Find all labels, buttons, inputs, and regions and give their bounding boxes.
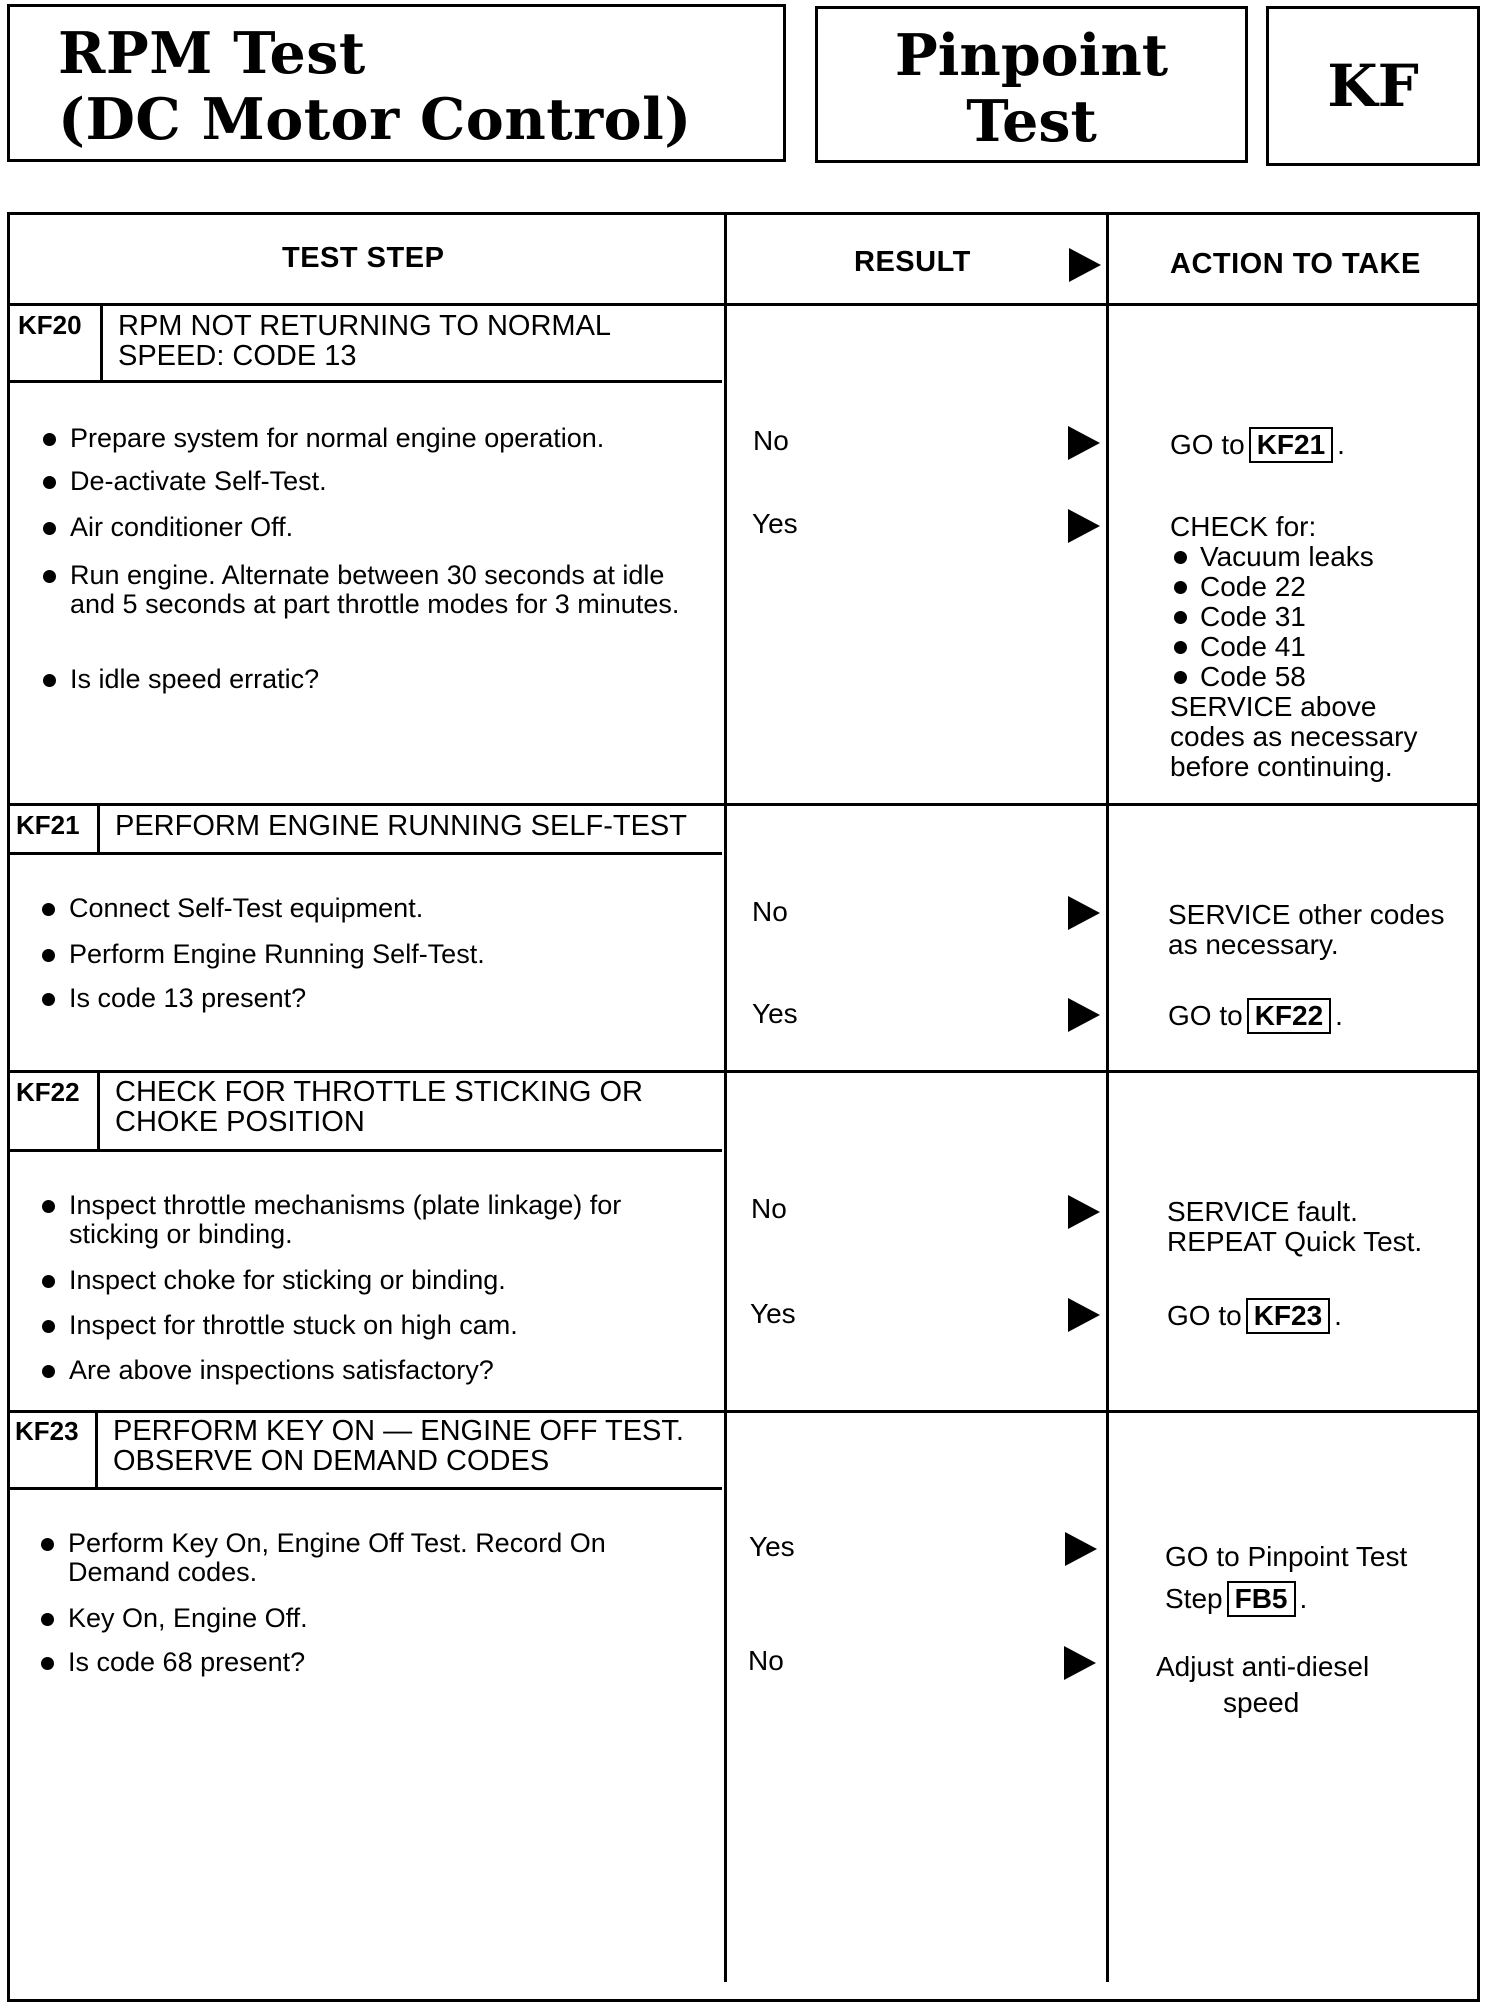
arrow-icon — [1065, 1532, 1097, 1566]
result-label: No — [752, 896, 788, 927]
column-divider-result — [724, 212, 727, 1982]
result-label: No — [751, 1193, 787, 1224]
step-title-underline — [7, 380, 722, 383]
arrow-icon — [1068, 998, 1100, 1032]
step-id-kf22: KF22 — [16, 1077, 80, 1107]
list-item: Is code 13 present? — [35, 984, 709, 1013]
step-id-divider — [100, 303, 103, 380]
check-list — [1170, 542, 1417, 692]
action-text: SERVICE fault. REPEAT Quick Test. — [1167, 1196, 1423, 1257]
list-item: Code 31 — [1170, 602, 1417, 632]
list-item: Connect Self-Test equipment. — [35, 894, 709, 923]
list-item: Vacuum leaks — [1170, 542, 1417, 572]
test-code-box — [1266, 6, 1480, 166]
step-reference: KF23 — [1246, 1298, 1330, 1334]
step-title-underline — [7, 852, 722, 855]
test-type-label: Pinpoint Test — [894, 22, 1169, 155]
column-header-result: RESULT — [854, 246, 971, 278]
step-title-kf22: CHECK FOR THROTTLE STICKING OR CHOKE POSITION — [115, 1076, 643, 1138]
column-divider-action — [1106, 212, 1109, 1982]
step-reference: KF22 — [1247, 998, 1331, 1034]
arrow-icon — [1068, 896, 1100, 930]
list-item: Perform Key On, Engine Off Test. Record On Demand codes. — [34, 1529, 708, 1587]
list-item: Code 58 — [1170, 662, 1417, 692]
list-item: Inspect choke for sticking or binding. — [35, 1266, 709, 1295]
action-text: GO to KF23 . — [1167, 1298, 1342, 1334]
result-label: Yes — [752, 508, 798, 539]
page-title: RPM Test (DC Motor Control) — [58, 20, 692, 153]
step-divider — [7, 1410, 1480, 1413]
test-code: KF — [1327, 52, 1419, 120]
arrow-icon — [1064, 1646, 1096, 1680]
list-item: Prepare system for normal engine operation. — [36, 424, 710, 453]
list-item: Code 22 — [1170, 572, 1417, 602]
list-item: Perform Engine Running Self-Test. — [35, 940, 709, 969]
result-label: No — [748, 1645, 784, 1676]
step-title-kf21: PERFORM ENGINE RUNNING SELF-TEST — [115, 810, 687, 842]
list-item: Run engine. Alternate between 30 seconds at idle and 5 seconds at part throttle modes for 3 minutes. — [36, 561, 690, 619]
step-id-divider — [97, 803, 100, 852]
list-item: Is idle speed erratic? — [36, 665, 710, 694]
step-title-kf23: PERFORM KEY ON — ENGINE OFF TEST. OBSERVE ON DEMAND CODES — [113, 1415, 684, 1477]
list-item: Inspect for throttle stuck on high cam. — [35, 1311, 709, 1340]
step-id-divider — [97, 1070, 100, 1149]
column-header-action: ACTION TO TAKE — [1170, 248, 1421, 280]
action-text: GO to KF21 . — [1170, 427, 1345, 463]
column-header-test-step: TEST STEP — [282, 242, 445, 274]
result-label: Yes — [750, 1298, 796, 1329]
action-text: Adjust anti-diesel speed — [1156, 1651, 1370, 1718]
arrow-icon — [1069, 248, 1101, 282]
step-title-underline — [7, 1149, 722, 1152]
step-id-kf20: KF20 — [18, 310, 82, 340]
list-item: Is code 68 present? — [34, 1648, 708, 1677]
list-item: Key On, Engine Off. — [34, 1604, 708, 1633]
action-text: CHECK for: Vacuum leaks Code 22 Code 31 Code 41 Code 58 SERVICE above codes as necessary before continuing. — [1170, 511, 1418, 782]
test-type-box — [815, 6, 1248, 163]
action-text: GO to Pinpoint Test Step FB5 . — [1165, 1536, 1407, 1620]
result-label: Yes — [752, 998, 798, 1029]
result-label: No — [753, 425, 789, 456]
step-divider — [7, 803, 1480, 806]
action-text: SERVICE other codes as necessary. — [1168, 899, 1445, 960]
action-text: GO to KF22 . — [1168, 998, 1343, 1034]
arrow-icon — [1068, 1195, 1100, 1229]
arrow-icon — [1068, 426, 1100, 460]
arrow-icon — [1068, 1298, 1100, 1332]
title-box — [7, 4, 786, 162]
arrow-icon — [1068, 509, 1100, 543]
step-title-kf20: RPM NOT RETURNING TO NORMAL SPEED: CODE 13 — [118, 310, 612, 372]
step-id-kf21: KF21 — [16, 810, 80, 840]
step-reference: KF21 — [1249, 427, 1333, 463]
step-id-kf23: KF23 — [15, 1416, 79, 1446]
result-label: Yes — [749, 1531, 795, 1562]
step-id-divider — [95, 1410, 98, 1487]
list-item: Code 41 — [1170, 632, 1417, 662]
list-item: Inspect throttle mechanisms (plate linkage) for sticking or binding. — [35, 1191, 709, 1249]
list-item: Are above inspections satisfactory? — [35, 1356, 709, 1385]
step-divider — [7, 1070, 1480, 1073]
list-item: Air conditioner Off. — [36, 513, 710, 542]
step-reference: FB5 — [1227, 1581, 1296, 1617]
step-title-underline — [7, 1487, 722, 1490]
list-item: De-activate Self-Test. — [36, 467, 710, 496]
header-row-divider — [7, 303, 1480, 306]
